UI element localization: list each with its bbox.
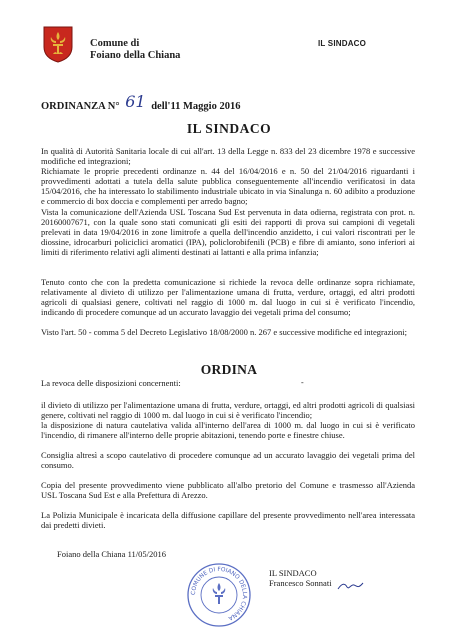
document-title: IL SINDACO [186,121,272,136]
ordinanza-number: 61 [125,92,146,111]
consiglia-paragraph: Consiglia altresì a scopo cautelativo di procedere comunque ad un accurato lavaggio dei vegetali prima del consumo. [41,450,415,470]
ordina-heading: ORDINA [200,362,258,377]
premise-paragraph: Visto l'art. 50 - comma 5 del Decreto Legislativo 18/08/2000 n. 267 e successive modifiche ed integrazioni; [41,327,407,337]
copia-paragraph: Copia del presente provvedimento viene pubblicato all'albo pretorio del Comune e trasmesso all'Azienda USL Toscana Sud Est e alla Prefettura di Arezzo. [41,480,415,500]
ordinanza-date: dell'11 Maggio 2016 [151,101,241,112]
revoca-intro: La revoca delle disposizioni concernenti: [41,378,181,388]
revoca-item: la disposizione di natura cautelativa valida all'interno dell'area di 1000 m. dal luogo in cui si è verificato l'incendio, di rimanere all'interno delle proprie abitazioni, tenendo porte e finestre chiuse. [41,420,415,440]
comune-name [90,38,180,62]
handwritten-signature [336,580,366,592]
header-sindaco-label: IL SINDACO [318,39,367,48]
ordinanza-prefix: ORDINANZA N° [41,101,120,112]
premise-paragraph: Richiamate le proprie precedenti ordinanze n. 44 del 16/04/2016 e n. 50 del 21/04/2016 riguardanti i provvedimenti adottati a tutela della salute pubblica conseguentemente all'incendio verificatosi in data 15/04/2016, che ha interessato lo stabilimento industriale ubicato in via Sinalunga n. 60 adibito a produzione e commercio di box doccia e complementi per arredo bagno; [41,166,415,206]
comune-name-line1: Comune di [90,38,140,49]
official-stamp [186,562,252,628]
ordinanza-heading [41,94,240,113]
polizia-paragraph: La Polizia Municipale è incaricata della diffusione capillare del presente provvedimento nell'area interessata dai predetti divieti. [41,510,415,530]
revoca-item: il divieto di utilizzo per l'alimentazione umana di frutta, verdure, ortaggi, ed altri prodotti agricoli di qualsiasi genere, coltivati nel raggio di 1000 m. dal luogo in cui si è verificato l'incendio; [41,400,415,420]
comune-name-line2: Foiano della Chiana [90,50,181,61]
revoca-dash: - [301,378,304,387]
date-place: Foiano della Chiana 11/05/2016 [57,549,166,559]
signature-block [269,568,332,588]
premise-paragraph: Vista la comunicazione dell'Azienda USL Toscana Sud Est pervenuta in data odierna, registrata con prot. n. 20160007671, con la quale sono stati comunicati gli esiti dei rapporti di prova sui campioni di vegetali prelevati in data 19/04/2016 in zone limitrofe a quella dell'incendio anzidetto, i cui valori riscontrati per le diossine, idrocarburi policiclici aromatici (IPA), policlorobifenili (PCB) e fibre di amianto, sono inferiori ai limiti di riferimento relativi agli alimenti destinati ai lattanti e alla prima infanzia; [41,207,415,257]
signature-title: IL SINDACO [269,568,317,578]
premise-paragraph: In qualità di Autorità Sanitaria locale di cui all'art. 13 della Legge n. 833 del 23 dicembre 1978 e successive modifiche ed integrazioni; [41,146,415,166]
premise-paragraph: Tenuto conto che con la predetta comunicazione si richiede la revoca delle ordinanze sopra richiamate, relativamente al divieto di utilizzo per l'alimentazione umana di frutta, verdure, ortaggi, ed altri prodotti agricoli di qualsiasi genere, coltivati nel raggio di 1000 m. dal luogo in cui si è verificato l'incendio, indicando di procedere comunque ad un accurato lavaggio dei vegetali prima del consumo; [41,277,415,317]
signature-name: Francesco Sonnati [269,578,332,588]
comune-crest-logo [41,25,75,63]
stamp-text: COMUNE DI FOIANO DELLA CHIANA [190,566,248,621]
